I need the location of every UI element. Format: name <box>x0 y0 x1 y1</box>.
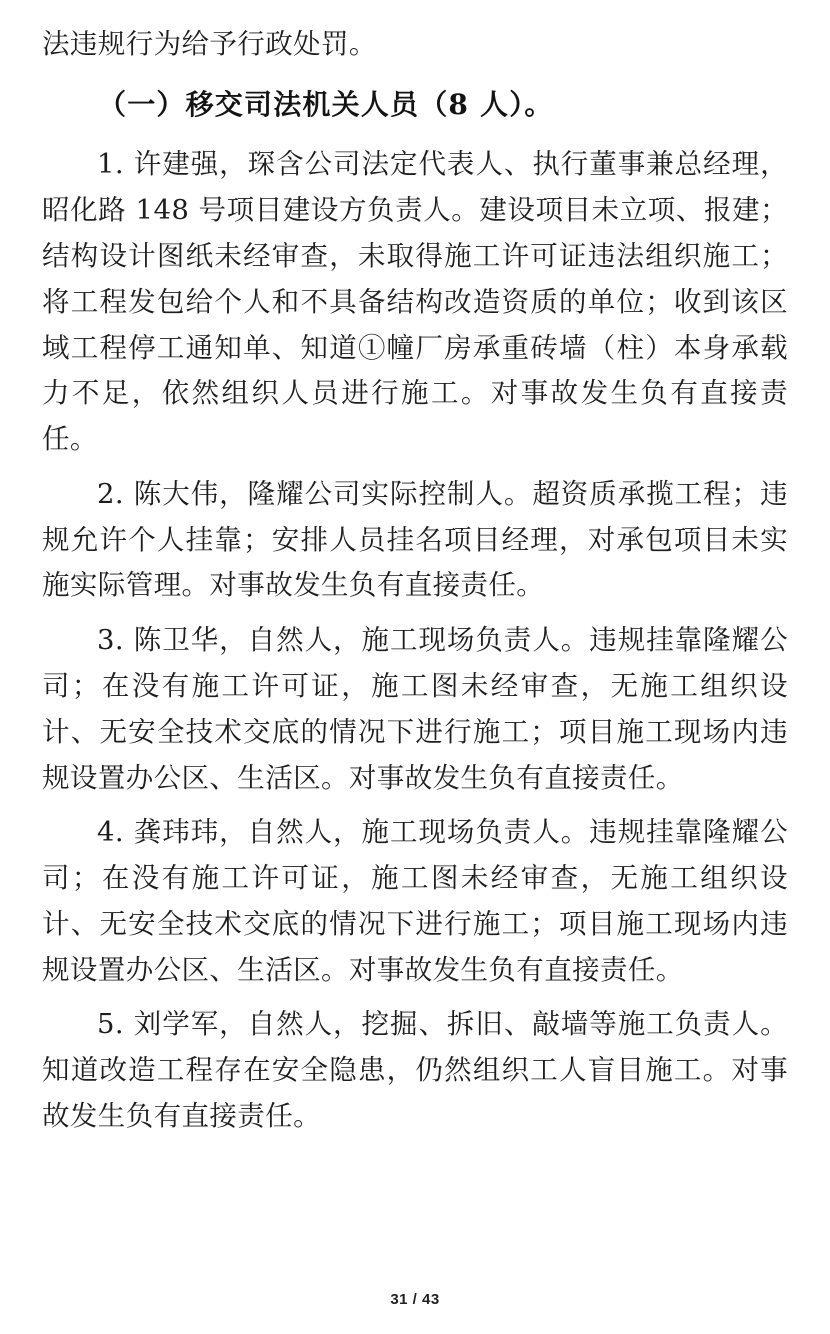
list-item-5: 5. 刘学军，自然人，挖掘、拆旧、敲墙等施工负责人。知道改造工程存在安全隐患，仍然组织工人盲目施工。对事故发生负有直接责任。 <box>42 1008 788 1133</box>
section-heading-judicial-transfer: （一）移交司法机关人员（8 人）。 <box>98 87 554 121</box>
list-item-3: 3. 陈卫华，自然人，施工现场负责人。违规挂靠隆耀公司；在没有施工许可证，施工图未经审查，无施工组织设计、无安全技术交底的情况下进行施工；项目施工现场内违规设置办公区、生活区。对事故发生负有直接责任。 <box>42 624 788 794</box>
list-item-4: 4. 龚玮玮，自然人，施工现场负责人。违规挂靠隆耀公司；在没有施工许可证，施工图未经审查，无施工组织设计、无安全技术交底的情况下进行施工；项目施工现场内违规设置办公区、生活区。对事故发生负有直接责任。 <box>42 816 788 986</box>
paragraph-spacer <box>42 995 788 1002</box>
paragraph-spacer <box>42 803 788 810</box>
paragraph-spacer <box>42 611 788 618</box>
document-body <box>42 22 788 1140</box>
page-footer-number: 31 / 43 <box>390 1291 440 1308</box>
paragraph-spacer <box>42 465 788 472</box>
list-item-2: 2. 陈大伟，隆耀公司实际控制人。超资质承揽工程；违规允许个人挂靠；安排人员挂名项目经理，对承包项目未实施实际管理。对事故发生负有直接责任。 <box>42 477 788 602</box>
paragraph-continuation: 法违规行为给予行政处罚。 <box>42 28 377 60</box>
list-item-1: 1. 许建强，琛含公司法定代表人、执行董事兼总经理，昭化路 148 号项目建设方负责人。建设项目未立项、报建；结构设计图纸未经审查，未取得施工许可证违法组织施工；将工程发包给个人和不具备结构改造资质的单位；收到该区域工程停工通知单、知道①幢厂房承重砖墙（柱）本身承载力不足，依然组织人员进行施工。对事故发生负有直接责任。 <box>42 148 788 456</box>
